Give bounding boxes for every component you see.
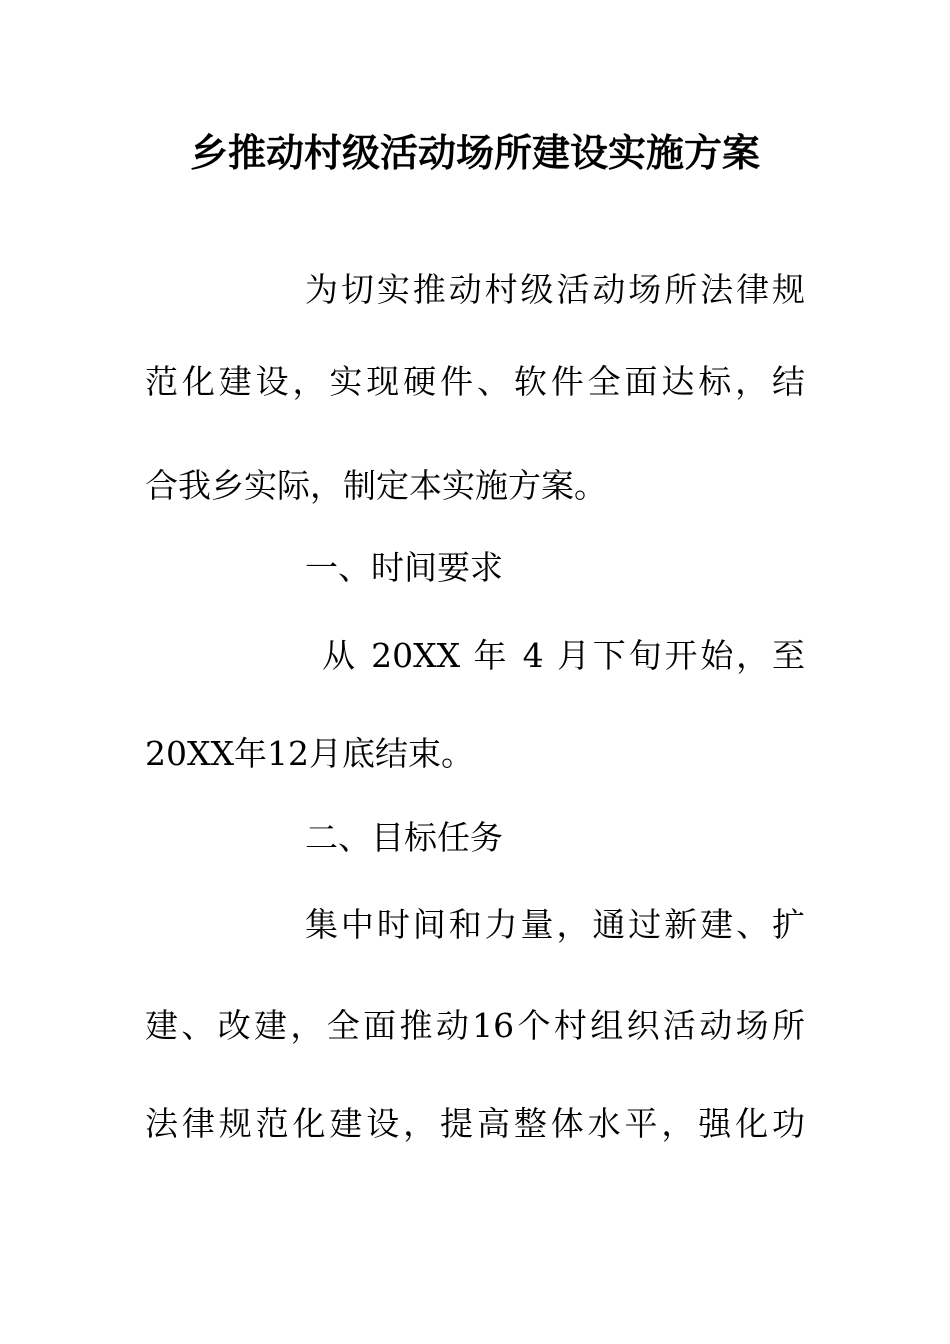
paragraph-1-line-1: 为切实推动村级活动场所法律规 bbox=[305, 270, 805, 309]
section-heading-goals: 二、目标任务 bbox=[305, 818, 503, 857]
document-title: 乡推动村级活动场所建设实施方案 bbox=[189, 130, 760, 175]
paragraph-1-line-3: 合我乡实际，制定本实施方案。 bbox=[145, 466, 607, 505]
paragraph-2-line-1: 从 20XX 年 4 月下旬开始，至 bbox=[322, 636, 805, 675]
section-heading-time: 一、时间要求 bbox=[305, 548, 503, 587]
paragraph-3-line-3: 法律规范化建设，提高整体水平，强化功 bbox=[145, 1104, 805, 1143]
paragraph-2-line-2: 20XX年12月底结束。 bbox=[145, 734, 474, 773]
paragraph-1-line-2: 范化建设，实现硬件、软件全面达标，结 bbox=[145, 362, 805, 401]
paragraph-3-line-2: 建、改建，全面推动16个村组织活动场所 bbox=[145, 1006, 805, 1045]
paragraph-3-line-1: 集中时间和力量，通过新建、扩 bbox=[305, 905, 805, 944]
